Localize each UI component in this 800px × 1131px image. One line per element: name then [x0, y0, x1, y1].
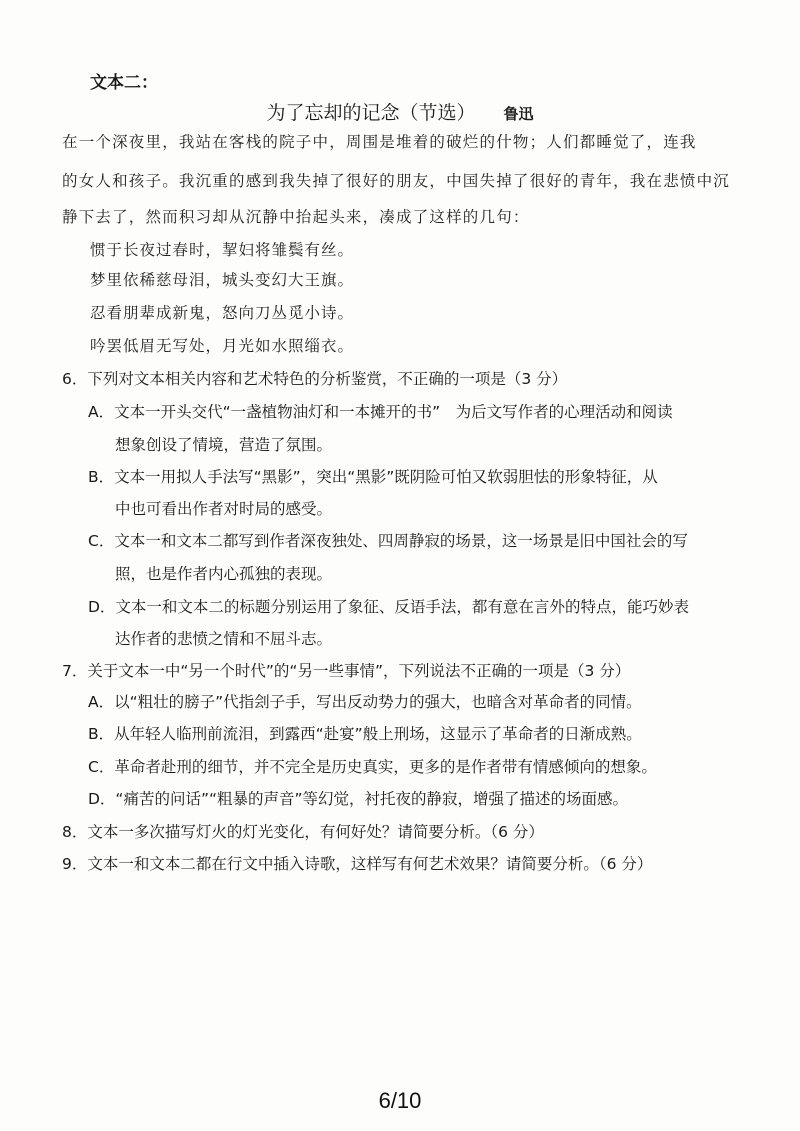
poem-line-3: 忍看朋辈成新鬼，怒向刀丛觅小诗。 — [90, 304, 355, 322]
page-number: 6/10 — [378, 1088, 422, 1113]
question-8: 8．文本一多次描写灯火的灯光变化，有何好处？请简要分析。（6 分） — [62, 823, 544, 841]
title-line — [0, 98, 800, 125]
question-6-option-a: A．文本一开头交代“一盏植物油灯和一本摊开的书” 为后文写作者的心理活动和阅读 — [88, 403, 673, 421]
question-6-option-c: C．文本一和文本二都写到作者深夜独处、四周静寂的场景，这一场景是旧中国社会的写 — [88, 532, 688, 550]
passage-line-3: 静下去了，然而积习却从沉静中抬起头来，凑成了这样的几句： — [62, 208, 530, 226]
question-6-option-b: B．文本一用拟人手法写“黑影”，突出“黑影”既阴险可怕又软弱胆怯的形象特征，从 — [88, 468, 658, 486]
question-6-stem: 6．下列对文本相关内容和艺术特色的分析鉴赏，不正确的一项是（3 分） — [62, 370, 568, 388]
question-6-option-c-cont: 照，也是作者内心孤独的表现。 — [115, 565, 333, 583]
passage-title: 为了忘却的记念（节选） — [266, 102, 476, 124]
passage-line-1: 在一个深夜里，我站在客栈的院子中，周围是堆着的破烂的什物；人们都睡觉了，连我 — [62, 133, 697, 151]
question-6-option-d: D．文本一和文本二的标题分别运用了象征、反语手法，都有意在言外的特点，能巧妙表 — [88, 598, 689, 616]
question-7-stem: 7．关于文本一中“另一个时代”的“另一些事情”，下列说法不正确的一项是（3 分） — [62, 662, 631, 680]
section-label: 文本二： — [90, 73, 158, 93]
question-7-option-a: A．以“粗壮的膀子”代指刽子手，写出反动势力的强大，也暗含对革命者的同情。 — [88, 693, 642, 711]
question-6-option-d-cont: 达作者的悲愤之情和不屈斗志。 — [115, 630, 333, 648]
poem-line-2: 梦里依稀慈母泪，城头变幻大王旗。 — [90, 271, 355, 289]
question-7-option-d: D．“痛苦的问话”“粗暴的声音”等幻觉，衬托夜的静寂，增强了描述的场面感。 — [88, 790, 629, 808]
question-6-option-b-cont: 中也可看出作者对时局的感受。 — [115, 500, 333, 518]
poem-line-4: 吟罢低眉无写处，月光如水照缁衣。 — [90, 337, 355, 355]
question-9: 9．文本一和文本二都在行文中插入诗歌，这样写有何艺术效果？请简要分析。（6 分） — [62, 855, 653, 873]
question-6-option-a-cont: 想象创设了情境，营造了氛围。 — [115, 436, 333, 454]
passage-line-2: 的女人和孩子。我沉重的感到我失掉了很好的朋友，中国失掉了很好的青年，我在悲愤中沉 — [62, 172, 731, 190]
poem-line-1: 惯于长夜过春时，挈妇将雏鬓有丝。 — [90, 241, 355, 259]
question-7-option-b: B．从年轻人临刑前流泪，到露西“赴宴”般上刑场，这显示了革命者的日渐成熟。 — [88, 725, 642, 743]
question-7-option-c: C．革命者赴刑的细节，并不完全是历史真实，更多的是作者带有情感倾向的想象。 — [88, 758, 657, 776]
passage-author: 鲁迅 — [503, 105, 534, 123]
